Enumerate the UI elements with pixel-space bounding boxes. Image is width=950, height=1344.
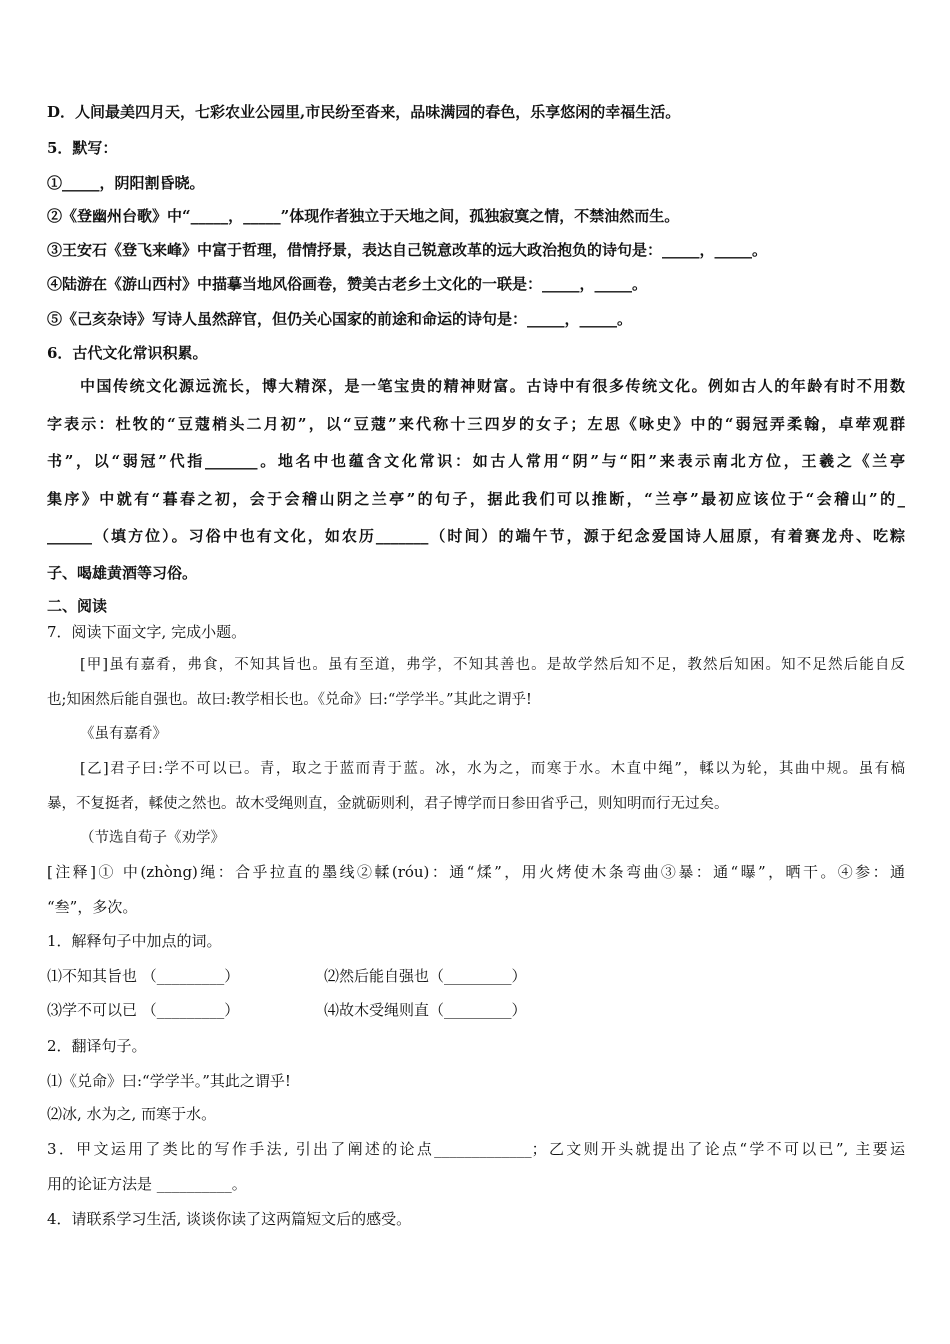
sub-question-2-item-a: ⑴《兑命》曰:“学学半。”其此之谓乎! (47, 1072, 291, 1090)
sub-question-1-row (47, 966, 607, 986)
annotation-line: [注释]① 中(zhòng)绳：合乎拉直的墨线②輮(róu)：通“煣”，用火烤使木条弯曲③暴：通“曝”，晒干。④参：通 (47, 863, 905, 881)
sub-question-1-item-c: ⑶学不可以已 （_________） (47, 1001, 240, 1019)
question-7-title: 7．阅读下面文字, 完成小题。 (47, 623, 247, 641)
sub-question-1-row (47, 1000, 607, 1020)
question-6-paragraph-line: ______（填方位）。习俗中也有文化，如农历_______（时间）的端午节，源于纪念爱国诗人屈原，有着赛龙舟、吃粽 (47, 527, 905, 545)
passage-jia-line: 也;知困然后能自强也。故曰:教学相长也。《兑命》曰:“学学半。”其此之谓乎! (47, 692, 532, 708)
question-6-paragraph-line: 书”，以“弱冠”代指_______。地名中也蕴含文化常识：如古人常用“阴”与“阳”来表示南北方位，王羲之《兰亭 (47, 452, 905, 470)
passage-jia-line: [甲]虽有嘉肴，弗食，不知其旨也。虽有至道，弗学，不知其善也。是故学然后知不足，教然后知困。知不足然后能自反 (80, 657, 905, 673)
sub-question-2-title: 2．翻译句子。 (47, 1037, 147, 1055)
question-6-paragraph-line: 集序》中就有“暮春之初，会于会稽山阴之兰亭”的句子，据此我们可以推断，“兰亭”最初应该位于“会稽山”的_ (47, 490, 905, 508)
passage-yi-line: [乙]君子曰:学不可以已。青，取之于蓝而青于蓝。冰，水为之，而寒于水。木直中绳”，輮以为轮，其曲中规。虽有槁 (80, 761, 905, 777)
sub-question-1-title: 1．解释句子中加点的词。 (47, 932, 222, 950)
question-4-option-d: D．人间最美四月天，七彩农业公园里,市民纷至沓来，品味满园的春色，乐享悠闲的幸福生活。 (47, 103, 681, 121)
annotation-line: “叁”，多次。 (47, 898, 138, 916)
passage-jia-source: 《虽有嘉肴》 (80, 726, 167, 742)
question-6-title: 6．古代文化常识积累。 (47, 344, 208, 362)
passage-yi-source: （节选自荀子《劝学》 (80, 830, 225, 846)
question-5-item-4: ④陆游在《游山西村》中描摹当地风俗画卷，赞美古老乡土文化的一联是：_____，_____。 (47, 275, 648, 293)
question-6-paragraph-line: 字表示：杜牧的“豆蔻梢头二月初”，以“豆蔻”来代称十三四岁的女子；左思《咏史》中的“弱冠弄柔翰，卓荦观群 (47, 415, 905, 433)
sub-question-1-item-a: ⑴不知其旨也 （_________） (47, 967, 240, 985)
sub-question-1-item-b: ⑵然后能自强也（_________） (324, 967, 527, 985)
sub-question-1-item-d: ⑷故木受绳则直（_________） (324, 1001, 527, 1019)
question-5-item-5: ⑤《己亥杂诗》写诗人虽然辞官，但仍关心国家的前途和命运的诗句是：_____，_____。 (47, 310, 633, 328)
sub-question-2-item-b: ⑵冰, 水为之, 而寒于水。 (47, 1105, 217, 1123)
question-5-item-1: ①_____，阴阳割昏晓。 (47, 174, 205, 192)
question-5-title: 5．默写： (47, 139, 118, 157)
passage-yi-line: 暴，不复挺者，輮使之然也。故木受绳则直，金就砺则利，君子博学而日参田省乎己，则知明而行无过矣。 (47, 796, 729, 812)
question-6-paragraph-line: 中国传统文化源远流长，博大精深，是一笔宝贵的精神财富。古诗中有很多传统文化。例如古人的年龄有时不用数 (80, 377, 905, 395)
sub-question-3-line: 用的论证方法是 __________。 (47, 1175, 247, 1193)
question-5-item-2: ②《登幽州台歌》中“_____，_____”体现作者独立于天地之间，孤独寂寞之情，不禁油然而生。 (47, 207, 680, 225)
sub-question-3-line: 3．甲文运用了类比的写作手法, 引出了阐述的论点_____________；乙文则开头就提出了论点“学不可以已”, 主要运 (47, 1140, 905, 1158)
question-5-item-3: ③王安石《登飞来峰》中富于哲理，借情抒景，表达自己锐意改革的远大政治抱负的诗句是：_____，_____。 (47, 241, 768, 259)
sub-question-4: 4．请联系学习生活, 谈谈你读了这两篇短文后的感受。 (47, 1210, 412, 1228)
section-2-heading: 二、阅读 (47, 597, 108, 615)
question-6-paragraph-line: 子、喝雄黄酒等习俗。 (47, 564, 198, 582)
